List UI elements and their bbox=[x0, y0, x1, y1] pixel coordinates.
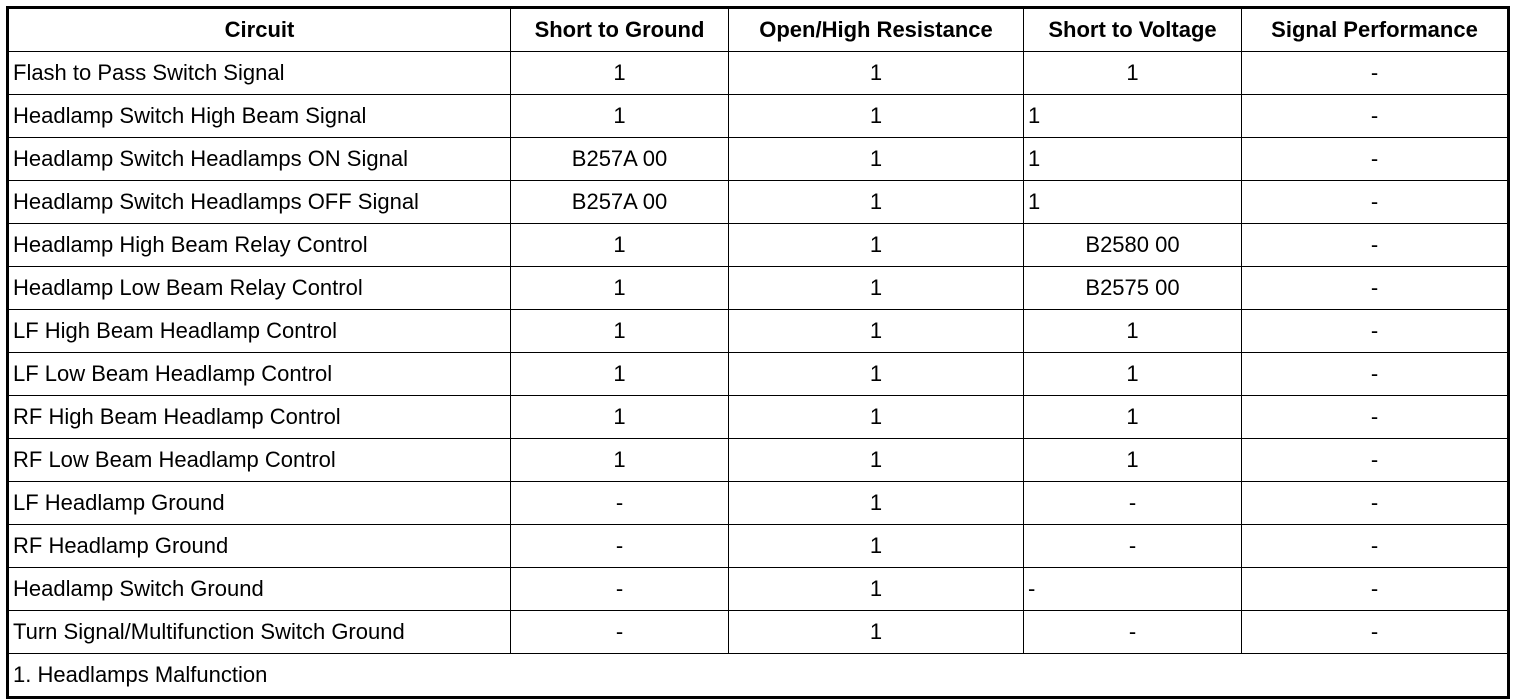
cell-open-high-resistance: 1 bbox=[729, 181, 1024, 224]
cell-open-high-resistance: 1 bbox=[729, 568, 1024, 611]
table-row bbox=[8, 181, 1509, 224]
cell-circuit: Flash to Pass Switch Signal bbox=[8, 52, 511, 95]
cell-short-to-voltage: - bbox=[1024, 568, 1242, 611]
cell-circuit: Headlamp Switch Ground bbox=[8, 568, 511, 611]
cell-short-to-voltage: B2575 00 bbox=[1024, 267, 1242, 310]
table-row bbox=[8, 310, 1509, 353]
cell-circuit: Headlamp Switch High Beam Signal bbox=[8, 95, 511, 138]
cell-short-to-ground: 1 bbox=[511, 396, 729, 439]
cell-circuit: RF Headlamp Ground bbox=[8, 525, 511, 568]
cell-circuit: RF High Beam Headlamp Control bbox=[8, 396, 511, 439]
table-row bbox=[8, 482, 1509, 525]
table-row bbox=[8, 353, 1509, 396]
cell-signal-performance: - bbox=[1242, 310, 1509, 353]
cell-signal-performance: - bbox=[1242, 181, 1509, 224]
cell-short-to-voltage: 1 bbox=[1024, 95, 1242, 138]
cell-open-high-resistance: 1 bbox=[729, 267, 1024, 310]
cell-signal-performance: - bbox=[1242, 525, 1509, 568]
header-open-high-resistance: Open/High Resistance bbox=[729, 8, 1024, 52]
table-row bbox=[8, 95, 1509, 138]
table-row bbox=[8, 396, 1509, 439]
footnote: 1. Headlamps Malfunction bbox=[8, 654, 1509, 698]
cell-signal-performance: - bbox=[1242, 95, 1509, 138]
cell-short-to-voltage: - bbox=[1024, 482, 1242, 525]
table-row bbox=[8, 52, 1509, 95]
cell-short-to-ground: 1 bbox=[511, 267, 729, 310]
table-row bbox=[8, 568, 1509, 611]
cell-short-to-ground: B257A 00 bbox=[511, 138, 729, 181]
cell-open-high-resistance: 1 bbox=[729, 353, 1024, 396]
cell-signal-performance: - bbox=[1242, 482, 1509, 525]
cell-open-high-resistance: 1 bbox=[729, 439, 1024, 482]
cell-signal-performance: - bbox=[1242, 353, 1509, 396]
table-row bbox=[8, 439, 1509, 482]
cell-circuit: LF Low Beam Headlamp Control bbox=[8, 353, 511, 396]
cell-open-high-resistance: 1 bbox=[729, 52, 1024, 95]
cell-signal-performance: - bbox=[1242, 224, 1509, 267]
cell-circuit: Headlamp Low Beam Relay Control bbox=[8, 267, 511, 310]
cell-short-to-ground: 1 bbox=[511, 95, 729, 138]
cell-short-to-voltage: B2580 00 bbox=[1024, 224, 1242, 267]
cell-short-to-voltage: 1 bbox=[1024, 52, 1242, 95]
table-row bbox=[8, 267, 1509, 310]
cell-short-to-ground: - bbox=[511, 611, 729, 654]
header-signal-performance: Signal Performance bbox=[1242, 8, 1509, 52]
dtc-symptom-table bbox=[6, 6, 1510, 699]
cell-signal-performance: - bbox=[1242, 439, 1509, 482]
table-row bbox=[8, 611, 1509, 654]
cell-circuit: LF High Beam Headlamp Control bbox=[8, 310, 511, 353]
cell-signal-performance: - bbox=[1242, 52, 1509, 95]
cell-circuit: Turn Signal/Multifunction Switch Ground bbox=[8, 611, 511, 654]
cell-short-to-voltage: 1 bbox=[1024, 181, 1242, 224]
cell-short-to-ground: - bbox=[511, 525, 729, 568]
header-short-to-voltage: Short to Voltage bbox=[1024, 8, 1242, 52]
cell-short-to-voltage: - bbox=[1024, 525, 1242, 568]
cell-short-to-ground: 1 bbox=[511, 353, 729, 396]
table-row bbox=[8, 525, 1509, 568]
cell-signal-performance: - bbox=[1242, 267, 1509, 310]
cell-short-to-ground: 1 bbox=[511, 52, 729, 95]
table-header-row bbox=[8, 8, 1509, 52]
cell-signal-performance: - bbox=[1242, 396, 1509, 439]
cell-open-high-resistance: 1 bbox=[729, 138, 1024, 181]
cell-open-high-resistance: 1 bbox=[729, 224, 1024, 267]
cell-short-to-voltage: 1 bbox=[1024, 396, 1242, 439]
header-circuit: Circuit bbox=[8, 8, 511, 52]
header-short-to-ground: Short to Ground bbox=[511, 8, 729, 52]
table-row bbox=[8, 138, 1509, 181]
table-row bbox=[8, 224, 1509, 267]
cell-circuit: LF Headlamp Ground bbox=[8, 482, 511, 525]
cell-short-to-ground: B257A 00 bbox=[511, 181, 729, 224]
cell-circuit: Headlamp High Beam Relay Control bbox=[8, 224, 511, 267]
cell-circuit: Headlamp Switch Headlamps ON Signal bbox=[8, 138, 511, 181]
cell-short-to-voltage: 1 bbox=[1024, 439, 1242, 482]
footnote-row bbox=[8, 654, 1509, 698]
cell-short-to-ground: 1 bbox=[511, 224, 729, 267]
cell-signal-performance: - bbox=[1242, 611, 1509, 654]
cell-circuit: RF Low Beam Headlamp Control bbox=[8, 439, 511, 482]
cell-short-to-ground: 1 bbox=[511, 310, 729, 353]
cell-short-to-voltage: 1 bbox=[1024, 310, 1242, 353]
cell-short-to-ground: - bbox=[511, 482, 729, 525]
cell-open-high-resistance: 1 bbox=[729, 396, 1024, 439]
cell-short-to-voltage: 1 bbox=[1024, 353, 1242, 396]
cell-open-high-resistance: 1 bbox=[729, 95, 1024, 138]
cell-open-high-resistance: 1 bbox=[729, 482, 1024, 525]
cell-open-high-resistance: 1 bbox=[729, 310, 1024, 353]
cell-open-high-resistance: 1 bbox=[729, 611, 1024, 654]
cell-open-high-resistance: 1 bbox=[729, 525, 1024, 568]
cell-signal-performance: - bbox=[1242, 568, 1509, 611]
cell-short-to-voltage: 1 bbox=[1024, 138, 1242, 181]
cell-circuit: Headlamp Switch Headlamps OFF Signal bbox=[8, 181, 511, 224]
cell-signal-performance: - bbox=[1242, 138, 1509, 181]
cell-short-to-ground: 1 bbox=[511, 439, 729, 482]
cell-short-to-ground: - bbox=[511, 568, 729, 611]
cell-short-to-voltage: - bbox=[1024, 611, 1242, 654]
